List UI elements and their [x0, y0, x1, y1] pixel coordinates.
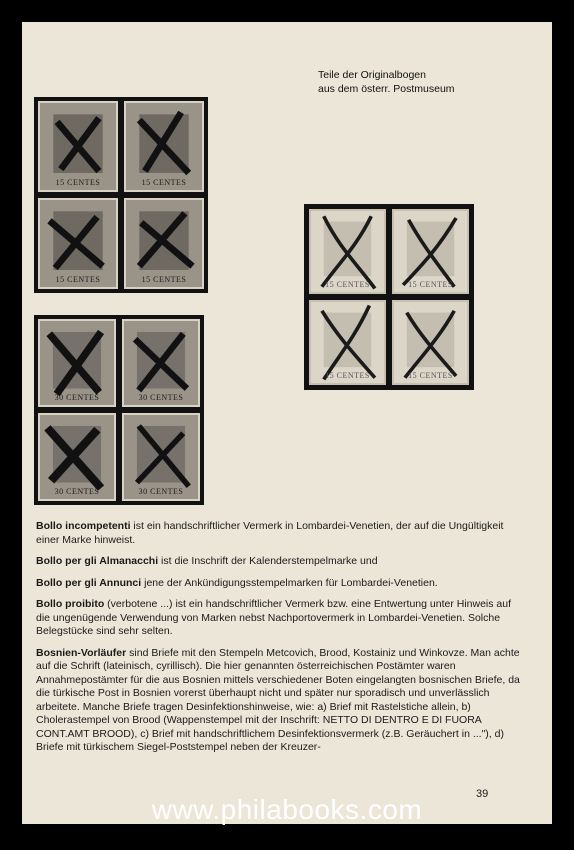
paragraph-bosnien-vorlaeufer	[36, 647, 526, 755]
stamp	[38, 198, 118, 289]
term: Bollo per gli Annunci	[36, 576, 142, 589]
footer-watermark: www.philabooks.com	[151, 794, 423, 825]
stamp	[124, 101, 204, 192]
stamp	[309, 209, 386, 294]
page-number: 39	[476, 788, 489, 800]
stamp-denomination: 15 CENTES	[55, 275, 101, 284]
definition: ist ein handschriftlicher Vermerk in Lombardei-Venetien, der auf die Ungültigkeit einer Marke hinweist.	[36, 520, 504, 546]
paragraph-bollo-proibito	[36, 598, 526, 639]
stamp	[392, 300, 469, 385]
stamp	[124, 198, 204, 289]
stamp-denomination: 15 CENTES	[408, 371, 453, 380]
caption-line-1: Teile der Originalbogen	[318, 69, 426, 81]
stamp	[38, 319, 116, 407]
stamp-denomination: 15 CENTES	[325, 371, 370, 380]
stamp-block-right	[304, 204, 474, 390]
term: Bosnien-Vorläufer	[36, 646, 127, 659]
definition: sind Briefe mit den Stempeln Metcovich, Brood, Kostainiz und Winkovze. Man achte auf die Schrift (lateinisch, cyrillisch). Die hier genannten österreichischen Postämter waren Annahmepostämter für die aus Bosnien mittels verschiedener Boten eingelangten bosnischen Briefe, da die türkische Post in Bosnien vorerst überhaupt nicht und später nur sporadisch und unverlässlich arbeitete. Manche Briefe tragen Desinfektionshinweise, wie: a) Brief mit Rastelstiche allein, b) Cholerastempel von Brood (Wappenstempel mit der Inschrift: NETTO DI DENTRO E DI FUORA CONT.AMT BROOD), c) Brief mit handschriftlichem Desinfektionsvermerk (z.B. Geräuchert in ..."), d) Briefe mit türkischem Siegel-Poststempel neben der Kreuzer-	[36, 646, 520, 753]
paragraph-bollo-almanacchi	[36, 555, 526, 569]
term: Bollo proibito	[36, 598, 105, 610]
paragraph-bollo-annunci	[36, 577, 526, 591]
stamp-denomination: 15 CENTES	[141, 178, 187, 187]
stamp	[309, 300, 386, 385]
definition: jene der Ankündigungsstempelmarken für Lombardei-Venetien.	[141, 576, 438, 589]
stamp-denomination: 15 CENTES	[325, 280, 370, 289]
stamp-denomination: 15 CENTES	[408, 280, 453, 289]
definition: ist die Inschrift der Kalenderstempelmarke und	[158, 555, 378, 567]
stamp-block-top-left	[34, 97, 208, 293]
stamp	[392, 209, 469, 294]
image-caption	[318, 68, 538, 96]
caption-line-2: aus dem österr. Postmuseum	[318, 83, 455, 95]
paragraph-bollo-incompetenti	[36, 520, 526, 547]
stamp-denomination: 15 CENTES	[55, 178, 101, 187]
stamp-denomination: 30 CENTES	[54, 487, 100, 496]
stamp	[38, 413, 116, 501]
stamp	[38, 101, 118, 192]
stamp-denomination: 30 CENTES	[54, 393, 100, 402]
body-text	[36, 520, 526, 755]
stamp	[122, 413, 200, 501]
stamp-denomination: 30 CENTES	[138, 393, 184, 402]
stamp-block-bottom-left	[34, 315, 204, 505]
stamp-denomination: 30 CENTES	[138, 487, 184, 496]
stamp	[122, 319, 200, 407]
term: Bollo per gli Almanacchi	[36, 555, 159, 567]
term: Bollo incompetenti	[36, 520, 131, 532]
definition: (verbotene ...) ist ein handschriftlicher Vermerk bzw. eine Entwertung unter Hinweis auf die ungenügende Verwendung von Marken nebst Nachportovermerk in Lombardei-Venetien. Solche Belegstücke sind sehr selten.	[36, 598, 512, 637]
stamp-denomination: 15 CENTES	[141, 275, 187, 284]
